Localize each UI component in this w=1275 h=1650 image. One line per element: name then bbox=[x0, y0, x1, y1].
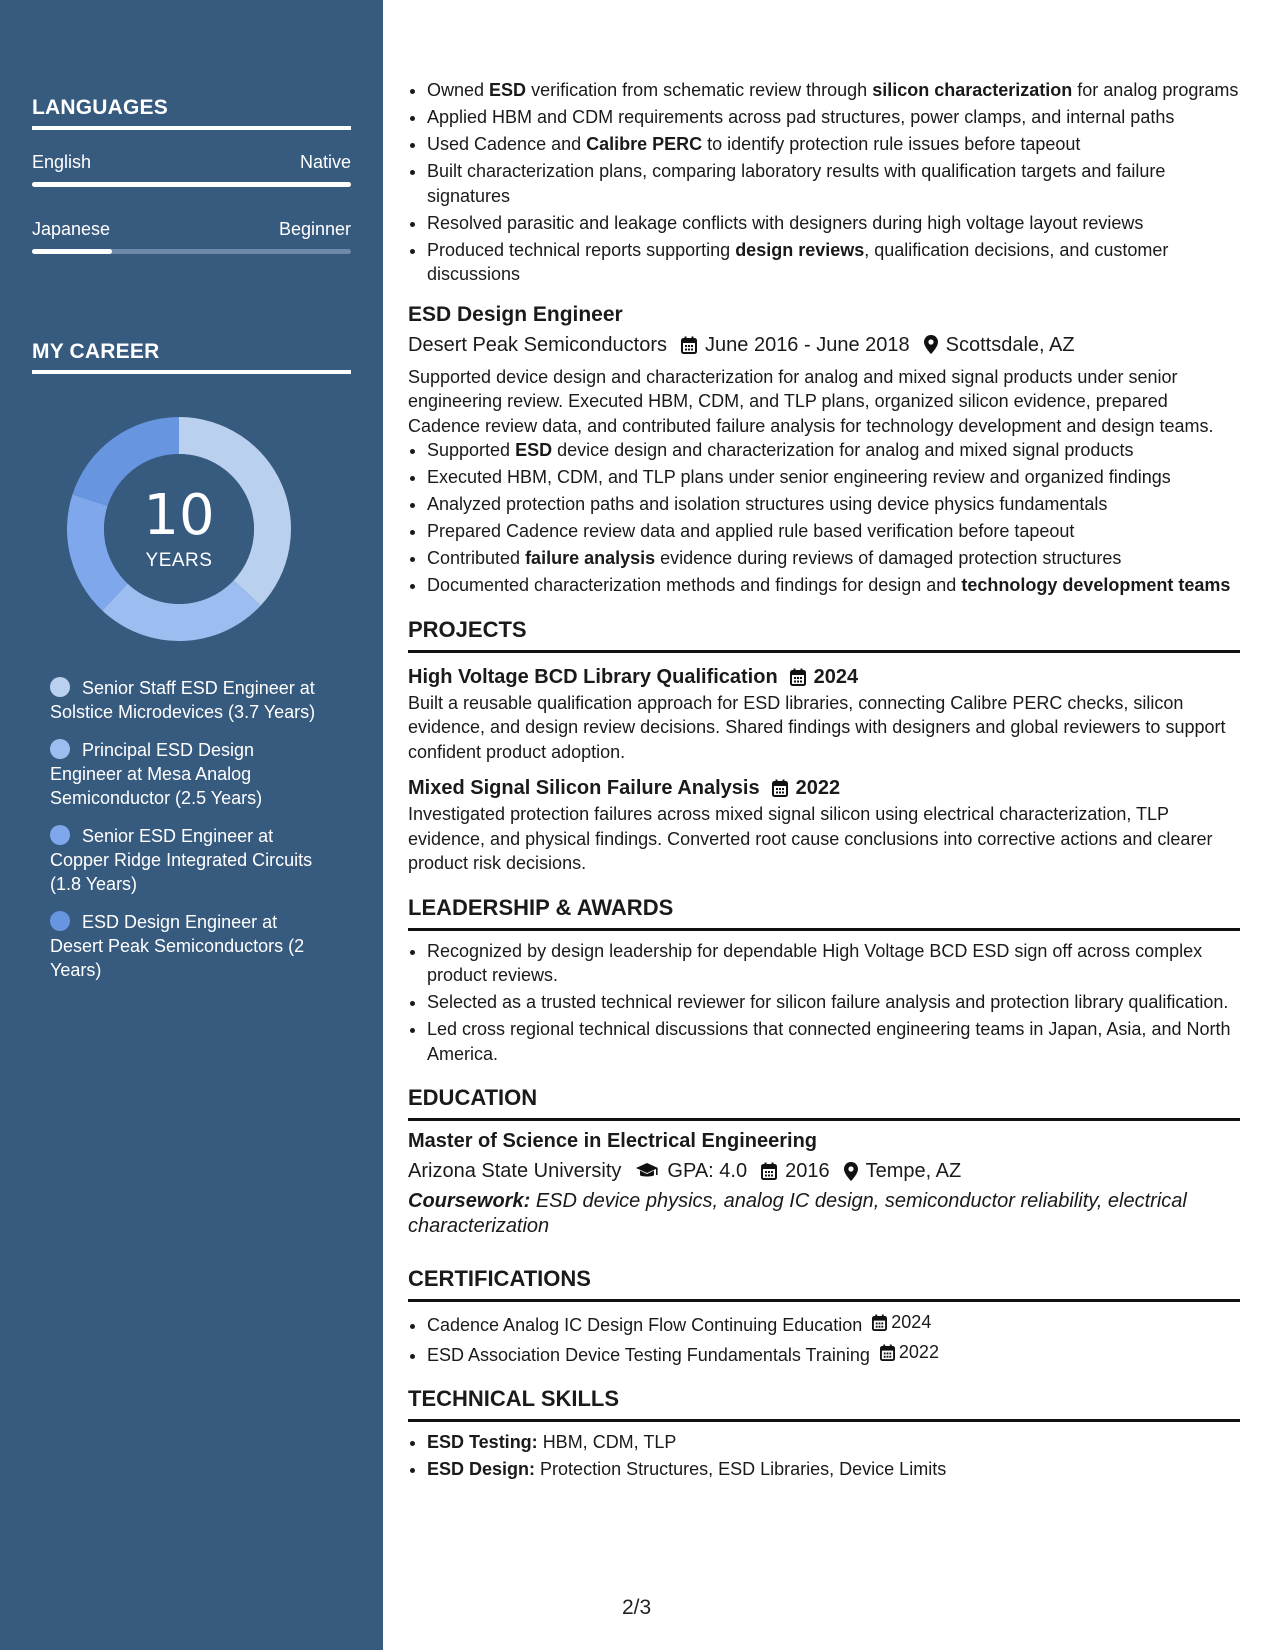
coursework-label: Coursework: bbox=[408, 1190, 531, 1212]
certification-item bbox=[427, 1340, 1240, 1367]
skill-item bbox=[427, 1457, 1240, 1482]
education-heading: EDUCATION bbox=[408, 1084, 1240, 1121]
language-proficiency-fill bbox=[32, 182, 351, 187]
job-location: Scottsdale, AZ bbox=[945, 333, 1075, 356]
location-pin-icon bbox=[844, 1162, 858, 1181]
main-content bbox=[408, 78, 1240, 1484]
career-role bbox=[50, 910, 322, 982]
skill-label: ESD Testing: bbox=[427, 1432, 538, 1452]
graduation-year: 2016 bbox=[785, 1160, 830, 1182]
career-roles-list bbox=[50, 676, 322, 982]
languages-list bbox=[32, 150, 351, 254]
language-proficiency-bar bbox=[32, 182, 351, 187]
legend-dot bbox=[50, 739, 70, 759]
bullet-item: • Resolved parasitic and leakage conflicts with designers during high voltage layout reviews bbox=[427, 211, 1240, 236]
project-item bbox=[408, 774, 1240, 876]
leadership-item: • Led cross regional technical discussions that connected engineering teams in Japan, Asia, and North America. bbox=[427, 1017, 1240, 1066]
job-dates: June 2016 - June 2018 bbox=[705, 333, 910, 356]
degree-title: Master of Science in Electrical Engineering bbox=[408, 1130, 818, 1152]
job-company: Desert Peak Semiconductors bbox=[408, 333, 668, 356]
bullet-item: • Used Cadence and Calibre PERC to identify protection rule issues before tapeout bbox=[427, 132, 1240, 157]
calendar-icon bbox=[880, 1344, 895, 1361]
language-name: Japanese bbox=[32, 219, 111, 239]
career-role-text: ESD Design Engineer at Desert Peak Semiconductors (2 Years) bbox=[50, 912, 305, 980]
bullet-item: • Supported ESD device design and characterization for analog and mixed signal products bbox=[427, 438, 1240, 463]
language-proficiency-fill bbox=[32, 249, 112, 254]
career-role bbox=[50, 676, 322, 724]
calendar-icon bbox=[681, 336, 697, 354]
language-item bbox=[32, 217, 351, 254]
school-name: Arizona State University bbox=[408, 1160, 622, 1182]
job-bullets bbox=[408, 438, 1240, 598]
bullet-item: • Built characterization plans, comparing laboratory results with qualification targets and failure signatures bbox=[427, 159, 1240, 208]
calendar-icon bbox=[761, 1162, 777, 1180]
project-year: 2024 bbox=[813, 665, 859, 688]
certifications-heading: CERTIFICATIONS bbox=[408, 1265, 1240, 1302]
career-role-text: Principal ESD Design Engineer at Mesa Analog Semiconductor (2.5 Years) bbox=[50, 740, 263, 808]
page-number: 2/3 bbox=[622, 1596, 652, 1619]
calendar-icon bbox=[790, 668, 806, 686]
education-meta bbox=[408, 1157, 1240, 1185]
job-title: ESD Design Engineer bbox=[408, 302, 623, 326]
project-description: Investigated protection failures across mixed signal silicon using electrical characterization, TLP evidence, and physical findings. Converted root cause conclusions into corrective actions and clearer product risk decisions. bbox=[408, 804, 1213, 873]
coursework-text: ESD device physics, analog IC design, semiconductor reliability, electrical characterization bbox=[408, 1190, 1187, 1237]
coursework bbox=[408, 1189, 1240, 1239]
location-pin-icon bbox=[924, 335, 938, 354]
language-name: English bbox=[32, 152, 92, 172]
projects-heading: PROJECTS bbox=[408, 616, 1240, 653]
skills-list bbox=[408, 1430, 1240, 1482]
skills-heading: TECHNICAL SKILLS bbox=[408, 1385, 1240, 1422]
bullet-item: • Analyzed protection paths and isolation structures using device physics fundamentals bbox=[427, 492, 1240, 517]
bullet-item: • Prepared Cadence review data and applied rule based verification before tapeout bbox=[427, 519, 1240, 544]
languages-heading: LANGUAGES bbox=[32, 96, 351, 130]
skill-value: Protection Structures, ESD Libraries, Device Limits bbox=[540, 1459, 947, 1479]
bullet-item: • Owned ESD verification from schematic review through silicon characterization for analog programs bbox=[427, 78, 1240, 103]
bullet-item: • Executed HBM, CDM, and TLP plans under senior engineering review and organized findings bbox=[427, 465, 1240, 490]
certification-name: Cadence Analog IC Design Flow Continuing Education bbox=[427, 1314, 863, 1335]
career-role bbox=[50, 824, 322, 896]
career-total-label: YEARS bbox=[145, 550, 213, 571]
leadership-heading: LEADERSHIP & AWARDS bbox=[408, 894, 1240, 931]
career-total-years: 10 bbox=[143, 483, 215, 548]
project-year: 2022 bbox=[795, 777, 841, 799]
skill-value: HBM, CDM, TLP bbox=[542, 1432, 677, 1452]
calendar-icon bbox=[872, 1314, 887, 1331]
language-level: Native bbox=[299, 152, 351, 172]
bullet-item: • Contributed failure analysis evidence during reviews of damaged protection structures bbox=[427, 546, 1240, 571]
legend-dot bbox=[50, 677, 70, 697]
certifications-list bbox=[408, 1310, 1240, 1367]
job-meta bbox=[408, 331, 1240, 359]
bullet-item: • Produced technical reports supporting design reviews, qualification decisions, and customer discussions bbox=[427, 238, 1240, 287]
sidebar bbox=[0, 0, 383, 1650]
leadership-item: • Selected as a trusted technical reviewer for silicon failure analysis and protection library qualification. bbox=[427, 990, 1240, 1015]
gpa: GPA: 4.0 bbox=[667, 1160, 748, 1182]
language-level: Beginner bbox=[278, 219, 351, 239]
project-description: Built a reusable qualification approach for ESD libraries, connecting Calibre PERC checks, silicon evidence, and design review decisions. Shared findings with designers and global reviewers to support confident product adoption. bbox=[408, 692, 1226, 762]
career-donut-chart bbox=[66, 416, 292, 642]
legend-dot bbox=[50, 911, 70, 931]
project-item bbox=[408, 663, 1240, 765]
bullet-item: • Applied HBM and CDM requirements across pad structures, power clamps, and internal paths bbox=[427, 105, 1240, 130]
career-role-text: Senior ESD Engineer at Copper Ridge Integrated Circuits (1.8 Years) bbox=[50, 826, 313, 894]
calendar-icon bbox=[772, 779, 788, 797]
certification-year: 2024 bbox=[891, 1312, 932, 1332]
project-name: High Voltage BCD Library Qualification bbox=[408, 665, 778, 688]
certification-name: ESD Association Device Testing Fundamentals Training bbox=[427, 1344, 870, 1365]
job-summary: Supported device design and characterization for analog and mixed signal products under senior engineering review. Executed HBM, CDM, and TLP plans, organized silicon evidence, prepared Cadence review data, and contributed failure analysis for technology development and design teams. bbox=[408, 366, 1214, 436]
skill-label: ESD Design: bbox=[427, 1459, 536, 1479]
career-heading: MY CAREER bbox=[32, 340, 351, 374]
certification-item bbox=[427, 1310, 1240, 1337]
leadership-list bbox=[408, 939, 1240, 1067]
language-item bbox=[32, 150, 351, 187]
project-name: Mixed Signal Silicon Failure Analysis bbox=[408, 777, 760, 799]
legend-dot bbox=[50, 825, 70, 845]
leadership-item: • Recognized by design leadership for dependable High Voltage BCD ESD sign off across complex product reviews. bbox=[427, 939, 1240, 988]
bullet-item: • Documented characterization methods and findings for design and technology development teams bbox=[427, 573, 1240, 598]
career-role-text: Senior Staff ESD Engineer at Solstice Microdevices (3.7 Years) bbox=[50, 678, 316, 722]
language-proficiency-bar bbox=[32, 249, 351, 254]
previous-job-bullets bbox=[408, 78, 1240, 287]
skill-item bbox=[427, 1430, 1240, 1455]
graduation-cap-icon bbox=[635, 1162, 659, 1180]
certification-year: 2022 bbox=[898, 1341, 939, 1362]
career-role bbox=[50, 738, 322, 810]
education-location: Tempe, AZ bbox=[865, 1160, 962, 1182]
